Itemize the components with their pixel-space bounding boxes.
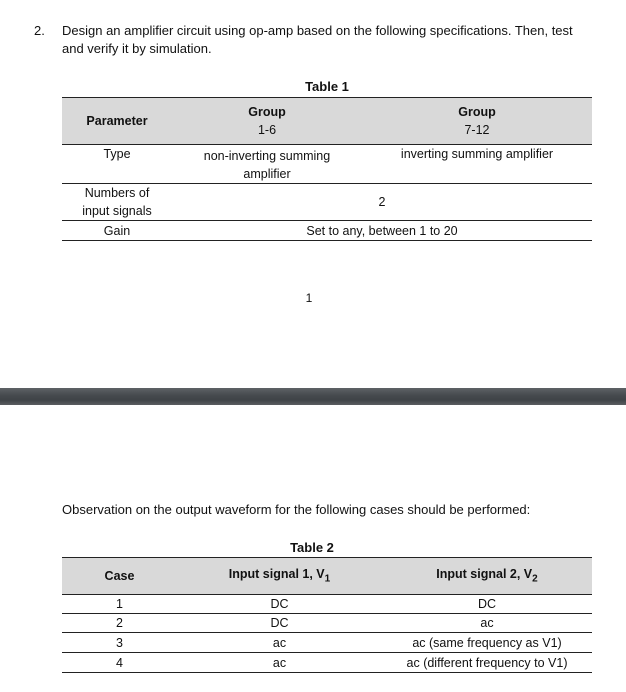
table1-header-row <box>62 98 592 145</box>
table2-case: 1 <box>116 597 123 611</box>
table1-param-gain: Gain <box>103 223 131 238</box>
group-a-label: Group <box>248 105 286 119</box>
table2-case: 3 <box>116 635 123 650</box>
table1-gain-value: Set to any, between 1 to 20 <box>306 223 458 238</box>
table1-param-inputs: Numbers of input signals <box>82 186 152 218</box>
table-row <box>62 614 592 633</box>
question-text: Design an amplifier circuit using op-amp based on the following specifications. Then, test and verify it by simulation. <box>62 23 573 56</box>
table1-inputs-value: 2 <box>378 195 386 209</box>
group-b-label: Group <box>458 105 496 119</box>
table1-header-parameter: Parameter <box>86 114 148 128</box>
table1-param-type: Type <box>103 147 131 161</box>
table-row <box>62 595 592 614</box>
table-row <box>62 633 592 653</box>
table2-v1: ac <box>272 655 287 670</box>
table1 <box>62 97 592 241</box>
page-number: 1 <box>305 291 313 305</box>
table-row <box>62 221 592 241</box>
table2-case: 4 <box>116 655 123 670</box>
table2-v2: DC <box>477 597 497 611</box>
input1-label: Input signal 1, V <box>228 567 325 582</box>
table1-header-group-b <box>362 98 592 145</box>
table2-header-input2 <box>382 558 592 595</box>
group-a-range: 1-6 <box>257 123 277 137</box>
input1-subscript: 1 <box>324 573 331 585</box>
question-number: 2. <box>34 23 45 38</box>
group-b-range: 7-12 <box>464 123 490 137</box>
table1-header-group-a <box>172 98 362 145</box>
table2-case: 2 <box>116 616 123 630</box>
observation-text: Observation on the output waveform for the following cases should be performed: <box>62 502 531 517</box>
table1-type-group-b: inverting summing amplifier <box>400 147 554 161</box>
input2-subscript: 2 <box>532 573 538 585</box>
table-row <box>62 145 592 184</box>
table-row <box>62 653 592 673</box>
input2-label: Input signal 2, V <box>436 567 533 582</box>
table2-v2: ac <box>480 616 494 630</box>
table2-header-case: Case <box>104 569 135 583</box>
table2-header-input1 <box>177 558 382 595</box>
table2-caption: Table 2 <box>290 540 334 555</box>
page-divider <box>0 388 626 405</box>
table2-v1: DC <box>270 616 289 630</box>
table1-type-group-a: non-inverting summing amplifier <box>203 149 331 181</box>
table2-v1: ac <box>272 635 287 650</box>
table2-header-row <box>62 558 592 595</box>
table2-v1: DC <box>270 597 289 611</box>
table2-v2: ac (different frequency to V1) <box>406 655 568 670</box>
table1-caption: Table 1 <box>305 79 349 94</box>
table2 <box>62 557 592 673</box>
table2-v2: ac (same frequency as V1) <box>412 635 562 650</box>
table-row <box>62 184 592 221</box>
